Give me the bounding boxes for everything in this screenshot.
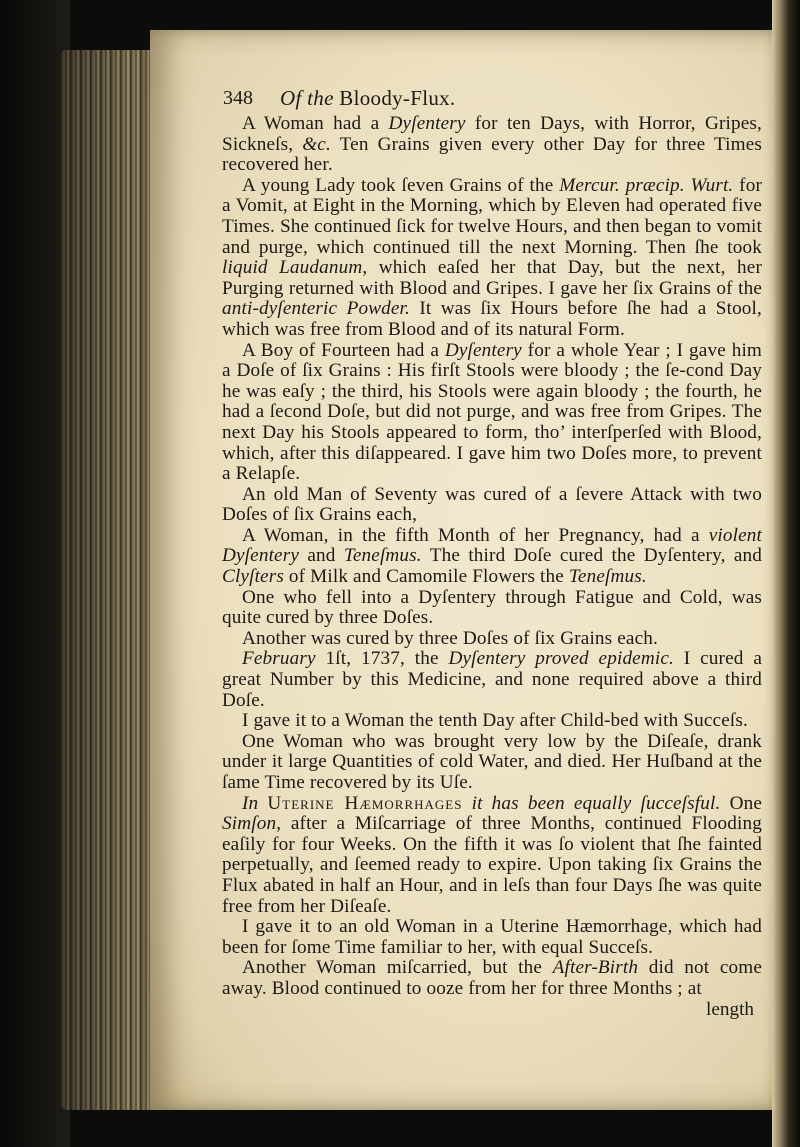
page-text-block — [222, 88, 762, 1020]
italic-run: Teneſmus. — [568, 566, 647, 588]
italic-run: Teneſmus. — [343, 545, 422, 567]
paragraph — [222, 732, 762, 794]
text-run: Ten Grains given every other Day for three Times recovered her. — [222, 133, 762, 176]
paragraph — [222, 114, 762, 176]
text-run: One — [720, 792, 763, 814]
text-run: for a whole Year ; I gave him a Doſe of ſix Grains : His firſt Stools were bloody ; the ſe-cond Day he was eaſy ; the third, his Stools were again bloody ; the fourth, he had a ſecond Doſe, but did not purge, and was free from Gripes. The next Day his Stools appeared to form, tho’ interſperſed with Blood, which, after this diſappeared. I gave him two Doſes more, to prevent a Relapſe. — [222, 339, 762, 485]
italic-run: Clyſters — [222, 566, 284, 588]
paragraph — [222, 917, 762, 958]
text-run: for a Vomit, at Eight in the Morning, which by Eleven had operated five Times. She continued ſick for twelve Hours, and then began to vomit and purge, which continued till the next Morning. Then ſhe took — [222, 174, 762, 258]
italic-run: Mercur. præcip. Wurt. — [559, 174, 734, 196]
paragraph — [222, 794, 762, 918]
text-run: A Boy of Fourteen had a — [242, 339, 445, 361]
text-run: did not come away. Blood continued to ooze from her for three Months ; at — [222, 957, 762, 999]
paragraph — [222, 526, 762, 588]
paragraph — [222, 629, 762, 650]
text-run: for ten Days, with Horror, Gripes, Sickneſs, — [222, 113, 762, 155]
italic-run: In — [242, 792, 268, 814]
catchword: length — [706, 998, 754, 1020]
text-run: of Milk and Camomile Flowers the — [283, 566, 569, 588]
text-run: I gave it to an old Woman in a Uterine Hæmorrhage, which had been for ſome Time familiar to her, with equal Succeſs. — [222, 916, 762, 958]
text-run: Another was cured by three Doſes of ſix Grains each. — [242, 627, 658, 649]
italic-run: Dyſentery — [388, 113, 466, 134]
text-run: Another Woman miſcarried, but the — [242, 957, 553, 979]
italic-run: violent Dyſentery — [222, 524, 762, 567]
text-run: , which eaſed her that Day, but the next, her Purging returned with Blood and Gripes. I gave her ſix Grains of the — [222, 257, 762, 299]
text-run: and — [299, 545, 344, 567]
small-caps-run: Uterine Hæmorrhages — [267, 792, 463, 814]
italic-run: Dyſentery proved epidemic. — [448, 648, 674, 670]
italic-run: &c. — [302, 133, 331, 155]
text-run: A Woman had a — [242, 113, 389, 134]
text-run: I cured a great Number by this Medicine, and none required above a third Doſe. — [222, 648, 762, 711]
italic-run: February — [242, 648, 316, 670]
paragraph — [222, 958, 762, 999]
text-run: The third Doſe cured the Dyſentery, and — [421, 545, 762, 567]
running-head — [280, 88, 455, 109]
text-run: It was ſix Hours before ſhe had a Stool, which was free from Blood and of its natural Form. — [222, 298, 762, 340]
page-header — [222, 88, 762, 114]
text-run: A Woman, in the fifth Month of her Pregnancy, had a — [242, 524, 709, 546]
paragraph — [222, 588, 762, 629]
italic-run: After-Birth — [552, 957, 639, 979]
running-head-italic: Of the — [280, 86, 334, 110]
paragraph — [222, 711, 762, 732]
italic-run: anti-dyſenteric Powder. — [222, 298, 410, 320]
body-text — [222, 114, 762, 1000]
page-edge-right — [772, 0, 800, 1147]
page-number: 348 — [223, 87, 253, 109]
italic-run: it has been equally ſucceſsful. — [462, 792, 721, 814]
text-run: , after a Miſcarriage of three Months, continued Flooding eaſily for four Weeks. On the fifth it was ſo violent that ſhe fainted perpetually, and ſeemed ready to expire. Upon taking ſix Grains the Flux abated in half an Hour, and in leſs than four Days ſhe was quite free from her Diſeaſe. — [222, 813, 762, 917]
text-run: One Woman who was brought very low by the Diſeaſe, drank under it large Quantities of cold Water, and died. Her Huſband at the ſame Time recovered by its Uſe. — [222, 730, 762, 793]
text-run: A young Lady took ſeven Grains of the — [242, 174, 560, 196]
italic-run: liquid Laudanum — [222, 257, 363, 279]
text-run: An old Man of Seventy was cured of a ſevere Attack with two Doſes of ſix Grains each, — [222, 483, 762, 526]
paragraph — [222, 341, 762, 485]
italic-run: Simſon — [222, 813, 277, 835]
paragraph — [222, 176, 762, 341]
paragraph — [222, 649, 762, 711]
paragraph — [222, 485, 762, 526]
text-run: One who fell into a Dyſentery through Fatigue and Cold, was quite cured by three Doſes. — [222, 586, 762, 629]
running-head-roman: Bloody-Flux. — [339, 86, 456, 110]
italic-run: Dyſentery — [444, 339, 522, 361]
text-run: 1ſt, 1737, the — [315, 648, 449, 670]
text-run: I gave it to a Woman the tenth Day after Child-bed with Succeſs. — [242, 710, 748, 732]
